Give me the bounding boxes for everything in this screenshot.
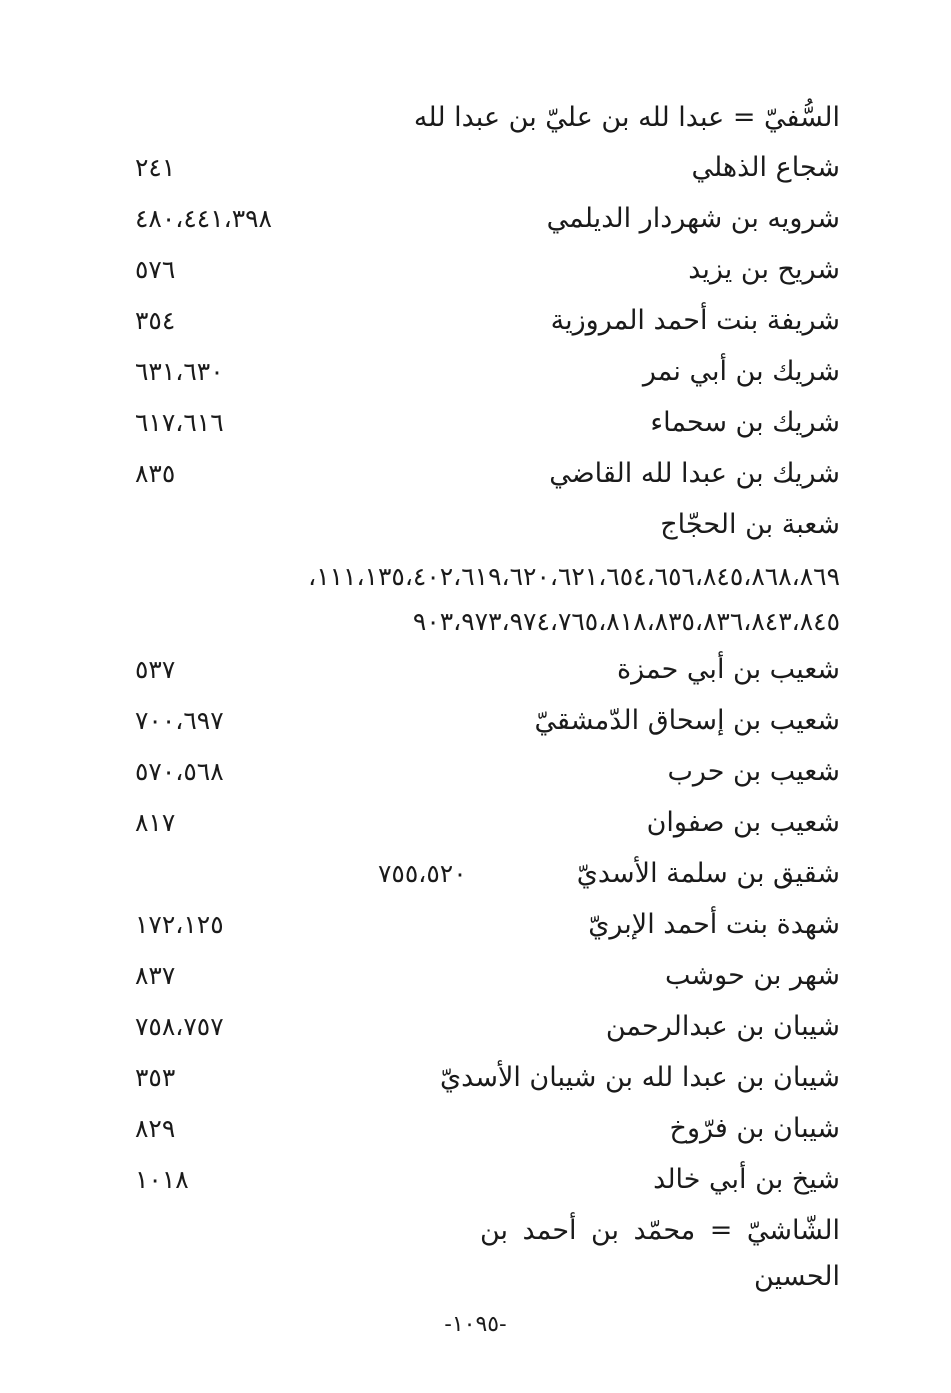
entry-pages: ٧٥٥،٥٢٠ <box>378 859 467 888</box>
entry-pages: ٨٣٧ <box>135 961 176 990</box>
cross-reference-entry: الشّاشيّ = محمّد بن أحمد بن الحسين <box>480 1215 840 1292</box>
entry-pages: ٣٥٤ <box>135 306 176 335</box>
entry-pages: ٨٢٩ <box>135 1114 176 1143</box>
entry-name: شعبة بن الحجّاج <box>660 509 840 540</box>
entry-name: شعيب بن حرب <box>667 756 840 787</box>
entry-pages: ٥٧٠،٥٦٨ <box>135 757 224 786</box>
index-entry <box>120 1160 840 1200</box>
index-entry <box>120 454 840 494</box>
entry-name: شعيب بن أبي حمزة <box>617 654 840 685</box>
index-entry <box>120 403 840 443</box>
index-entry <box>120 1058 840 1098</box>
entry-pages: ٨١٧ <box>135 808 176 837</box>
entry-pages: ٤٨٠،٤٤١،٣٩٨ <box>135 204 272 233</box>
entry-name: شريفة بنت أحمد المروزية <box>550 305 840 336</box>
entry-pages: ٦٣١،٦٣٠ <box>135 357 224 386</box>
entry-name: شيبان بن فرّوخ <box>669 1113 840 1144</box>
entry-name: شعيب بن إسحاق الدّمشقيّ <box>534 705 840 736</box>
entry-name: شيبان بن عبدالرحمن <box>605 1011 840 1042</box>
entry-name: شرويه بن شهردار الديلمي <box>546 203 840 234</box>
index-entry <box>120 148 840 188</box>
index-entry <box>120 1109 840 1149</box>
index-entry <box>120 301 840 341</box>
entry-name: شجاع الذهلي <box>691 152 840 183</box>
index-entry <box>120 854 840 894</box>
index-entry <box>120 701 840 741</box>
index-entry <box>120 752 840 792</box>
entry-pages: ٣٥٣ <box>135 1063 176 1092</box>
entry-name: شيخ بن أبي خالد <box>653 1164 840 1195</box>
entry-name: شيبان بن عبدا لله بن شيبان الأسديّ <box>440 1062 840 1093</box>
entry-name: شريح بن يزيد <box>688 254 840 285</box>
entry-name: شهر بن حوشب <box>665 960 840 991</box>
entry-name: شهدة بنت أحمد الإبريّ <box>588 909 840 940</box>
entry-name: شقيق بن سلمة الأسديّ <box>576 858 840 889</box>
index-entry <box>120 1007 840 1047</box>
index-entry <box>120 905 840 945</box>
entry-pages: ٥٣٧ <box>135 655 176 684</box>
index-entry <box>120 352 840 392</box>
entry-pages: ٧٠٠،٦٩٧ <box>135 706 224 735</box>
entry-name: السُّفيّ = عبدا لله بن عليّ بن عبدا لله <box>413 102 840 133</box>
index-entry <box>120 98 840 138</box>
entry-name: شريك بن عبدا لله القاضي <box>549 458 840 489</box>
entry-name: شريك بن أبي نمر <box>642 356 840 387</box>
shuba-pages-line-2: ٩٠٣،٩٧٣،٩٧٤،٧٦٥،٨١٨،٨٣٥،٨٣٦،٨٤٣،٨٤٥ <box>412 607 840 636</box>
index-entry <box>120 199 840 239</box>
shuba-pages-line-1: ١١١،١٣٥،٤٠٢،٦١٩،٦٢٠،٦٢١،٦٥٤،٦٥٦،٨٤٥،٨٦٨،٨٦٩، <box>308 562 840 591</box>
entry-pages: ٦١٧،٦١٦ <box>135 408 224 437</box>
entry-pages: ٨٣٥ <box>135 459 176 488</box>
entry-name: شعيب بن صفوان <box>646 807 840 838</box>
entry-pages: ١٠١٨ <box>135 1165 189 1194</box>
page-number: -١٠٩٥- <box>444 1312 507 1337</box>
index-entry <box>120 650 840 690</box>
entry-pages: ٧٥٨،٧٥٧ <box>135 1012 224 1041</box>
index-entry <box>120 803 840 843</box>
entry-pages: ١٧٢،١٢٥ <box>135 910 224 939</box>
index-entry <box>120 250 840 290</box>
index-entry <box>120 956 840 996</box>
index-entry <box>120 505 840 545</box>
entry-name: شريك بن سحماء <box>650 407 840 438</box>
entry-pages: ٥٧٦ <box>135 255 176 284</box>
entry-pages: ٢٤١ <box>135 153 176 182</box>
